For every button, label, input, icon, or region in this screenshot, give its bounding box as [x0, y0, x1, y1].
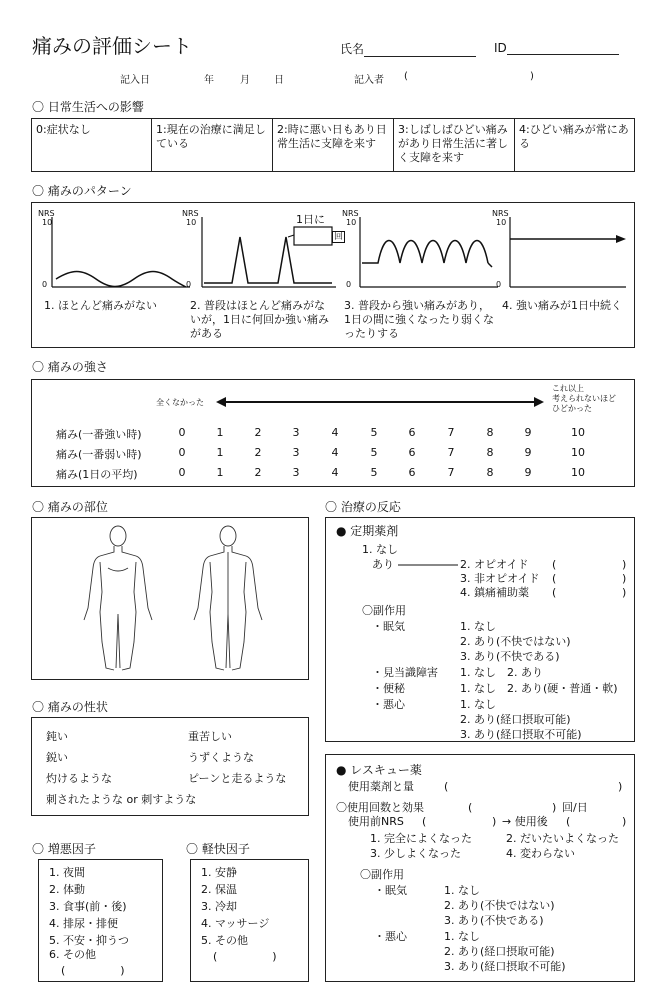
relieving-box — [190, 859, 309, 982]
impact-option-4[interactable]: 4:ひどい痛みが常にある — [514, 119, 634, 171]
intensity-heading: 〇 痛みの強さ — [32, 360, 108, 374]
reg-opt[interactable]: 3. 非オピオイド — [460, 572, 540, 585]
intensity-row-label: 痛み(一番弱い時) — [56, 448, 142, 461]
quality-item-5[interactable]: 灼けるような — [46, 772, 112, 785]
recorder-label: 記入者 — [354, 75, 384, 86]
g2-zero-label: 0 — [186, 280, 192, 289]
pattern-graph-4[interactable] — [510, 217, 628, 289]
impact-option-1[interactable]: 1:現在の治療に満足している — [151, 119, 272, 171]
id-label: ID — [494, 41, 507, 55]
pattern-caption-2: 2. 普段はほとんど痛みがないが，1日に何回か強い痛みがある — [190, 299, 329, 340]
intensity-score-0[interactable]: 0 — [178, 426, 186, 439]
name-label: 氏名 — [340, 42, 365, 56]
g4-zero-label: 0 — [496, 280, 502, 289]
aggr-item[interactable]: 5. 不安・抑うつ — [49, 934, 129, 947]
pattern-heading: 〇 痛みのパターン — [32, 184, 132, 198]
scale-left-label: 全くなかった — [156, 398, 204, 407]
side-effect-label: ・悪心 — [372, 698, 405, 711]
relief-item[interactable]: 1. 安静 — [201, 866, 237, 879]
quality-item-3[interactable]: 鋭い — [46, 751, 68, 764]
intensity-score-1[interactable]: 1 — [216, 446, 224, 459]
intensity-score-6[interactable]: 6 — [408, 426, 416, 439]
intensity-score-2[interactable]: 2 — [254, 446, 262, 459]
reg-side-title: 〇副作用 — [362, 604, 406, 617]
relief-other-blank[interactable]: ( ) — [213, 950, 277, 963]
body-back-figure[interactable] — [188, 522, 268, 678]
yes-connector-line — [398, 564, 458, 566]
intensity-score-9[interactable]: 9 — [524, 426, 532, 439]
aggr-item[interactable]: 2. 体動 — [49, 883, 85, 896]
daily-impact-box — [31, 118, 635, 172]
intensity-score-8[interactable]: 8 — [486, 466, 494, 479]
after-label: → 使用後 — [502, 815, 548, 828]
before-nrs-label: 使用前NRS — [348, 815, 404, 828]
side-effect-option[interactable]: 2. あり(不快ではない) — [444, 899, 555, 912]
recorder-open-paren: ( — [404, 71, 408, 82]
response-heading: 〇 治療の反応 — [325, 500, 401, 514]
intensity-score-4[interactable]: 4 — [331, 466, 339, 479]
intensity-score-5[interactable]: 5 — [370, 426, 378, 439]
side-effect-option[interactable]: 1. なし — [460, 698, 496, 711]
name-field[interactable] — [340, 40, 476, 57]
body-map-box[interactable] — [31, 517, 309, 680]
g2-nrs-label: NRS — [182, 209, 199, 218]
side-effect-option[interactable]: 1. なし 2. あり(硬・普通・軟) — [460, 682, 618, 695]
intensity-score-10[interactable]: 10 — [571, 466, 585, 479]
g1-zero-label: 0 — [42, 280, 48, 289]
reg-opt[interactable]: 4. 鎮痛補助薬 — [460, 586, 529, 599]
aggravating-box — [38, 859, 163, 982]
regular-drug-title: ● 定期薬剤 — [336, 524, 399, 538]
intensity-score-10[interactable]: 10 — [571, 446, 585, 459]
reg-yes[interactable]: あり — [372, 558, 394, 571]
intensity-score-5[interactable]: 5 — [370, 446, 378, 459]
quality-box — [31, 717, 309, 816]
g1-ten-label: 10 — [42, 218, 53, 227]
g2-ten-label: 10 — [186, 218, 197, 227]
relief-item[interactable]: 2. 保温 — [201, 883, 237, 896]
times-label: 回 — [334, 232, 344, 242]
scale-arrow — [216, 396, 544, 408]
side-effect-option[interactable]: 1. なし — [444, 930, 480, 943]
pattern-box — [31, 202, 635, 348]
g1-nrs-label: NRS — [38, 209, 55, 218]
intensity-score-7[interactable]: 7 — [447, 466, 455, 479]
g3-ten-label: 10 — [346, 218, 357, 227]
id-line[interactable] — [507, 40, 619, 55]
side-effect-option[interactable]: 1. なし — [460, 620, 496, 633]
quality-item-2[interactable]: 重苦しい — [188, 730, 232, 743]
intensity-score-6[interactable]: 6 — [408, 446, 416, 459]
aggr-item[interactable]: 3. 食事(前・後) — [49, 900, 127, 913]
side-effect-label: ・見当識障害 — [372, 666, 438, 679]
once-a-day-label: 1日に — [296, 213, 325, 226]
impact-option-2[interactable]: 2:時に悪い日もあり日常生活に支障を来す — [272, 119, 393, 171]
pattern-graph-1[interactable] — [52, 217, 192, 289]
intensity-score-7[interactable]: 7 — [447, 426, 455, 439]
side-effect-label: ・便秘 — [372, 682, 405, 695]
intensity-score-6[interactable]: 6 — [408, 466, 416, 479]
recorder-close-paren: ) — [530, 71, 534, 82]
intensity-row-label: 痛み(1日の平均) — [56, 468, 138, 481]
intensity-score-9[interactable]: 9 — [524, 446, 532, 459]
aggr-other-blank[interactable]: ( ) — [61, 964, 125, 977]
date-label: 記入日 — [120, 75, 150, 86]
usage-label: 〇使用回数と効果 — [336, 801, 424, 814]
side-effect-option[interactable]: 1. なし 2. あり — [460, 666, 543, 679]
side-effect-option[interactable]: 2. あり(経口摂取可能) — [460, 713, 571, 726]
g4-ten-label: 10 — [496, 218, 507, 227]
intensity-box — [31, 379, 635, 487]
side-effect-label: ・悪心 — [374, 930, 407, 943]
intensity-score-1[interactable]: 1 — [216, 466, 224, 479]
side-effect-option[interactable]: 3. あり(経口摂取不可能) — [460, 728, 582, 741]
relief-item[interactable]: 3. 冷却 — [201, 900, 237, 913]
rescue-title: ● レスキュー薬 — [336, 763, 422, 777]
aggr-item[interactable]: 1. 夜間 — [49, 866, 85, 879]
intensity-score-8[interactable]: 8 — [486, 426, 494, 439]
side-effect-label: ・眠気 — [374, 884, 407, 897]
id-field[interactable] — [494, 40, 619, 55]
intensity-row-label: 痛み(一番強い時) — [56, 428, 142, 441]
reg-none[interactable]: 1. なし — [362, 543, 398, 556]
relief-item[interactable]: 4. マッサージ — [201, 917, 270, 930]
side-effect-label: ・眠気 — [372, 620, 405, 633]
intensity-score-7[interactable]: 7 — [447, 446, 455, 459]
side-effect-option[interactable]: 1. なし — [444, 884, 480, 897]
g4-nrs-label: NRS — [492, 209, 509, 218]
effect-1[interactable]: 1. 完全によくなった — [370, 832, 472, 845]
quality-item-1[interactable]: 鈍い — [46, 730, 68, 743]
side-effect-option[interactable]: 3. あり(経口摂取不可能) — [444, 960, 566, 973]
reg-opt[interactable]: 2. オピオイド — [460, 558, 529, 571]
intensity-score-4[interactable]: 4 — [331, 446, 339, 459]
body-front-figure[interactable] — [78, 522, 158, 678]
day-label: 日 — [274, 75, 284, 86]
quality-heading: 〇 痛みの性状 — [32, 700, 108, 714]
impact-option-3[interactable]: 3:しばしばひどい痛みがあり日常生活に著しく支障を来す — [393, 119, 514, 171]
regular-drug-box: ● 定期薬剤 1. なし あり 2. オピオイド 3. 非オピオイド 4. 鎮痛補助薬 ( ) ( ) ( ) 〇副作用 ・眠気 1. なし 2. あり(不快ではない) 3. あり(不快である) ・見当識障害 1. なし 2. あり ・便秘 1. なし 2. あり(硬・普通・軟) ・悪心 1. なし 2. あり(経口摂取可能) 3. あり(経口摂取不可能) — [325, 517, 635, 742]
intensity-score-10[interactable]: 10 — [571, 426, 585, 439]
rescue-box: ● レスキュー薬 使用薬剤と量 ( ) 〇使用回数と効果 ( ) 回/日 使用前NRS ( ) → 使用後 ( ) 1. 完全によくなった 2. だいたいよくなった 3. 少しよくなった 4. 変わらない 〇副作用 ・眠気 1. なし 2. あり(不快ではない) 3. あり(不快である) ・悪心 1. なし 2. あり(経口摂取可能) 3. あり(経口摂取不可能) — [325, 754, 635, 982]
aggravating-heading: 〇 増悪因子 — [32, 842, 96, 856]
quality-item-7[interactable]: 刺されたような or 刺すような — [46, 793, 197, 806]
intensity-score-0[interactable]: 0 — [178, 446, 186, 459]
pattern-caption-3: 3. 普段から強い痛みがあり，1日の間に強くなったり弱くなったりする — [344, 299, 494, 340]
intensity-score-2[interactable]: 2 — [254, 466, 262, 479]
aggr-item[interactable]: 6. その他 — [49, 948, 96, 961]
per-day-label: 回/日 — [562, 801, 588, 814]
g3-nrs-label: NRS — [342, 209, 359, 218]
side-effect-option[interactable]: 2. あり(不快ではない) — [460, 635, 571, 648]
effect-4[interactable]: 4. 変わらない — [506, 847, 575, 860]
pattern-caption-4: 4. 強い痛みが1日中続く — [502, 299, 622, 312]
intensity-score-8[interactable]: 8 — [486, 446, 494, 459]
intensity-score-0[interactable]: 0 — [178, 466, 186, 479]
rescue-side-title: 〇副作用 — [360, 868, 404, 881]
intensity-score-2[interactable]: 2 — [254, 426, 262, 439]
intensity-score-9[interactable]: 9 — [524, 466, 532, 479]
month-label: 月 — [240, 75, 250, 86]
impact-option-0[interactable]: 0:症状なし — [36, 123, 91, 136]
side-effect-option[interactable]: 3. あり(不快である) — [444, 914, 544, 927]
daily-impact-heading: 〇 日常生活への影響 — [32, 100, 144, 114]
pattern-graph-3[interactable] — [360, 217, 500, 289]
intensity-score-1[interactable]: 1 — [216, 426, 224, 439]
pattern-caption-1: 1. ほとんど痛みがない — [44, 299, 157, 312]
intensity-score-3[interactable]: 3 — [292, 446, 300, 459]
pattern-graph-2[interactable] — [202, 217, 338, 289]
side-effect-option[interactable]: 3. あり(不快である) — [460, 650, 560, 663]
page-title: 痛みの評価シート — [32, 34, 192, 58]
scale-right-label: これ以上 考えられないほど ひどかった — [552, 384, 616, 413]
intensity-score-3[interactable]: 3 — [292, 466, 300, 479]
name-line[interactable] — [364, 42, 476, 57]
relieving-heading: 〇 軽快因子 — [186, 842, 250, 856]
intensity-score-4[interactable]: 4 — [331, 426, 339, 439]
drug-qty-label: 使用薬剤と量 — [348, 780, 414, 793]
intensity-score-5[interactable]: 5 — [370, 466, 378, 479]
side-effect-option[interactable]: 2. あり(経口摂取可能) — [444, 945, 555, 958]
quality-item-4[interactable]: うずくような — [188, 751, 254, 764]
g3-zero-label: 0 — [346, 280, 352, 289]
relief-item[interactable]: 5. その他 — [201, 934, 248, 947]
effect-2[interactable]: 2. だいたいよくなった — [506, 832, 619, 845]
quality-item-6[interactable]: ピーンと走るような — [188, 772, 287, 785]
aggr-item[interactable]: 4. 排尿・排便 — [49, 917, 118, 930]
intensity-score-3[interactable]: 3 — [292, 426, 300, 439]
effect-3[interactable]: 3. 少しよくなった — [370, 847, 461, 860]
location-heading: 〇 痛みの部位 — [32, 500, 108, 514]
year-label: 年 — [204, 75, 214, 86]
